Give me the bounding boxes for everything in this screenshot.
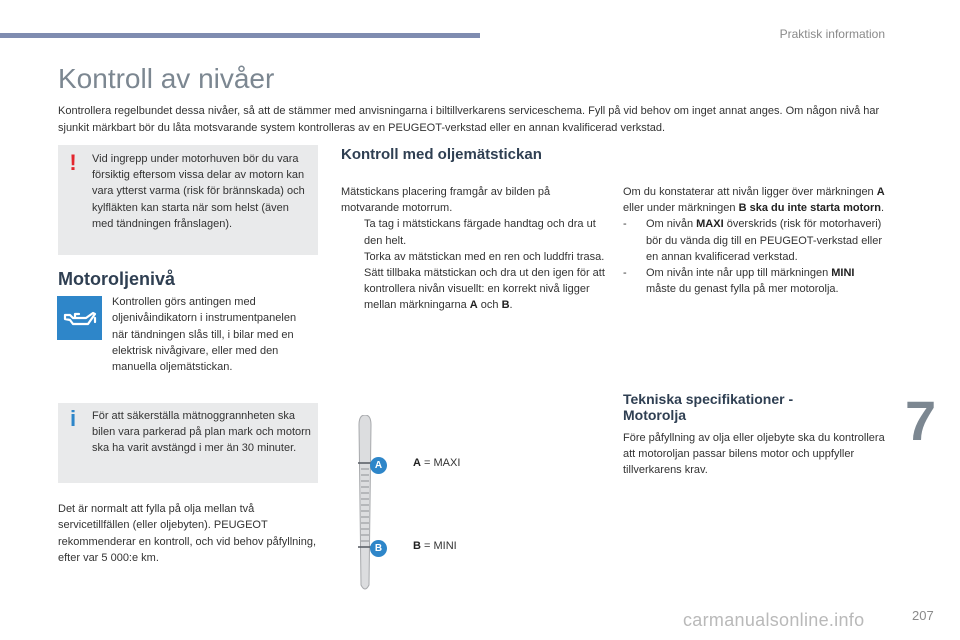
step-item: Ta tag i mätstickans färgade handtag och dra ut den helt. (364, 218, 596, 247)
tech-specs-heading: Tekniska specifikationer - Motorolja (623, 391, 794, 423)
section-title: Praktisk information (779, 27, 885, 41)
dipstick-lead: Mätstickans placering framgår av bilden på motvarande motorrum. (341, 186, 551, 215)
dipstick-illustration (355, 415, 375, 593)
step-item: Sätt tillbaka mätstickan och dra ut den igen för att kontrollera nivån visuellt: en korrekt nivå ligger mellan märkningarna A och B. (364, 267, 605, 312)
exclamation-icon: ! (69, 150, 77, 175)
tech-specs-text: Före påfyllning av olja eller oljebyte ska du kontrollera att motoroljan passar bilens motor och uppfyller tillverkarens krav. (623, 432, 885, 477)
watermark: carmanualsonline.info (683, 610, 865, 630)
intro-paragraph: Kontrollera regelbundet dessa nivåer, så att de stämmer med anvisningarna i biltillverkarens serviceschema. Fyll på vid behov om inget annat anges. Om någon nivå har sjunkit märkbart bör du låta motsvarande system kontrolleras av en PEUGEOT-verkstad eller en annan kvalificerad verkstad. (58, 105, 880, 134)
marker-a: A (370, 457, 387, 474)
dipstick-heading: Kontroll med oljemätstickan (341, 146, 542, 163)
level-guidance (623, 184, 885, 297)
warning-text: Vid ingrepp under motorhuven bör du vara försiktig eftersom vissa delar av motorn kan vara ytterst varma (risk för brännskada) och kylfläkten kan starta när som helst (även med tändningen frånslagen). (92, 153, 305, 230)
motor-oil-heading: Motoroljenivå (58, 269, 176, 289)
level-dash-item: - Om nivån inte når upp till märkningen MINI måste du genast fylla på mer motorolja. (623, 267, 855, 296)
motor-oil-text: Kontrollen görs antingen med oljenivåindikatorn i instrumentpanelen när tändningen slås till, i bilar med en elektrisk nivågivare, eller med den manuella oljemätstickan. (112, 296, 297, 374)
dipstick-instructions (341, 184, 606, 314)
info-text: För att säkerställa mätnoggrannheten ska bilen vara parkerad på plan mark och motorn ska ha varit avstängd i mer än 30 minuter. (92, 410, 311, 455)
step-item: Torka av mätstickan med en ren och luddfri trasa. (364, 250, 605, 263)
oil-can-icon (57, 296, 102, 340)
chapter-number: 7 (905, 389, 937, 452)
normal-refill-text: Det är normalt att fylla på olja mellan två servicetillfällen (eller oljebyten). PEUGEOT rekommenderar en kontroll, och vid behov påfyllning, efter var 5 000:e km. (58, 503, 317, 564)
info-icon: i (69, 406, 77, 431)
level-dash-item: - Om nivån MAXI överskrids (risk för motorhaveri) bör du vända dig till en PEUGEOT-verkstad eller en annan kvalificerad verkstad. (623, 218, 883, 263)
marker-b: B (370, 540, 387, 557)
page-title: Kontroll av nivåer (58, 63, 275, 94)
label-maxi: A = MAXI (413, 457, 461, 469)
label-mini: B = MINI (413, 540, 457, 552)
page-number: 207 (912, 608, 934, 623)
level-paragraph: Om du konstaterar att nivån ligger över märkningen A eller under märkningen B ska du inte starta motorn. (623, 186, 885, 215)
header-bar (0, 33, 480, 38)
